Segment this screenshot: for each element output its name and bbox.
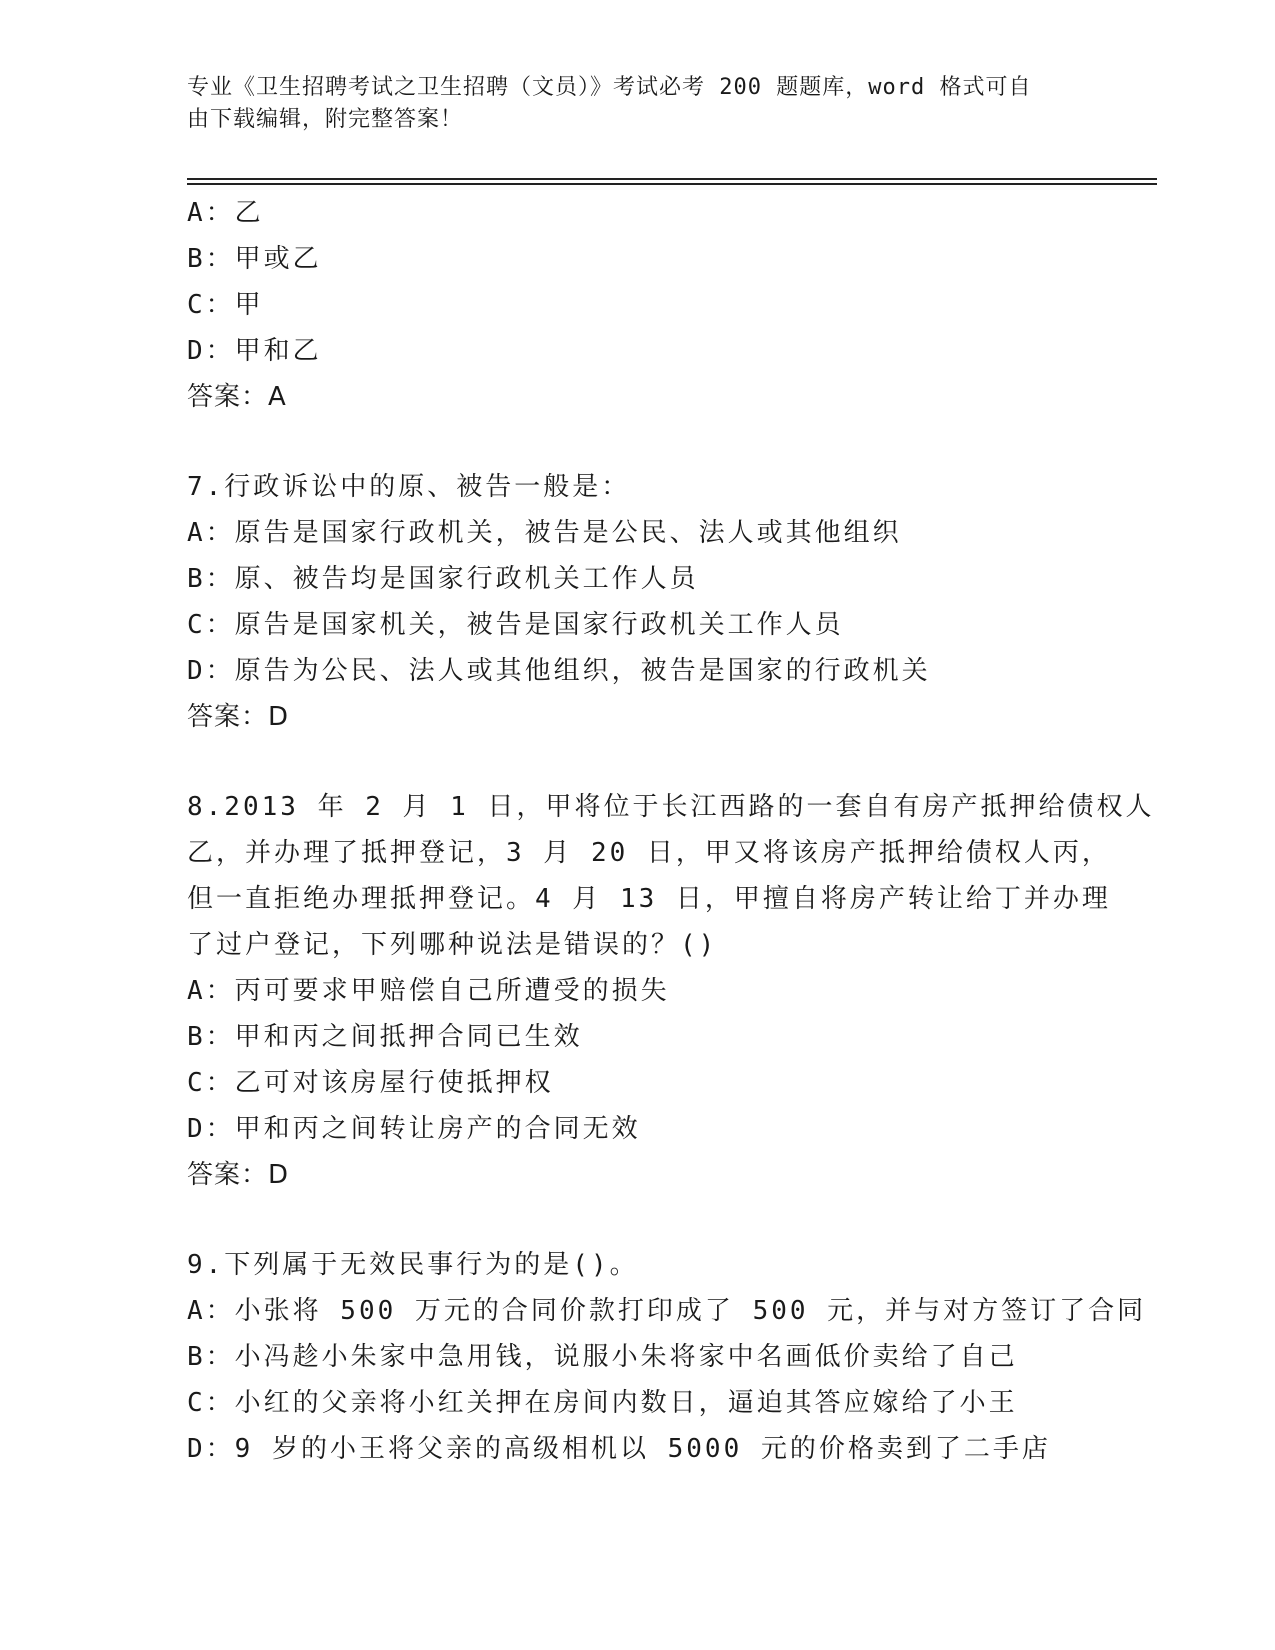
q7-option-c: C：原告是国家机关，被告是国家行政机关工作人员 [187, 610, 844, 640]
document-body [187, 190, 1155, 1472]
q9-option-a: A：小张将 500 万元的合同价款打印成了 500 元，并与对方签订了合同 [187, 1296, 1147, 1326]
header-line-2: 由下载编辑，附完整答案！ [187, 107, 464, 132]
header-divider-bottom [187, 183, 1157, 185]
q8-option-d: D：甲和丙之间转让房产的合同无效 [187, 1114, 641, 1144]
question-7-block [187, 464, 1087, 740]
q6-option-b: B：甲或乙 [187, 244, 322, 274]
spacer [187, 740, 1087, 784]
q8-option-b: B：甲和丙之间抵押合同已生效 [187, 1022, 583, 1052]
q8-stem-line-3: 但一直拒绝办理抵押登记。4 月 13 日，甲擅自将房产转让给丁并办理 [187, 884, 1111, 914]
q9-option-b: B：小冯趁小朱家中急用钱，说服小朱将家中名画低价卖给了自己 [187, 1342, 1018, 1372]
header-line-1: 专业《卫生招聘考试之卫生招聘（文员）》考试必考 200 题题库，word 格式可自 [187, 75, 1032, 100]
document-header [187, 72, 1067, 136]
spacer [187, 1198, 1087, 1242]
question-6-block [187, 190, 1087, 420]
q7-answer: 答案：D [187, 702, 290, 732]
q9-stem: 9.下列属于无效民事行为的是()。 [187, 1250, 639, 1280]
q8-stem-line-2: 乙，并办理了抵押登记，3 月 20 日，甲又将该房产抵押给债权人丙， [187, 838, 1111, 868]
q7-option-a: A：原告是国家行政机关，被告是公民、法人或其他组织 [187, 518, 902, 548]
q6-option-a: A：乙 [187, 198, 264, 228]
q8-option-c: C：乙可对该房屋行使抵押权 [187, 1068, 554, 1098]
q8-option-a: A：丙可要求甲赔偿自己所遭受的损失 [187, 976, 670, 1006]
q9-option-d: D：9 岁的小王将父亲的高级相机以 5000 元的价格卖到了二手店 [187, 1434, 1051, 1464]
q9-option-c: C：小红的父亲将小红关押在房间内数日，逼迫其答应嫁给了小王 [187, 1388, 1018, 1418]
q7-option-d: D：原告为公民、法人或其他组织，被告是国家的行政机关 [187, 656, 931, 686]
question-9-block [187, 1242, 1147, 1472]
q6-option-c: C：甲 [187, 290, 264, 320]
q6-answer: 答案：A [187, 382, 287, 412]
q8-stem-line-1: 8.2013 年 2 月 1 日，甲将位于长江西路的一套自有房产抵押给债权人 [187, 792, 1155, 822]
spacer [187, 420, 1087, 464]
q7-stem: 7.行政诉讼中的原、被告一般是： [187, 472, 631, 502]
q8-answer: 答案：D [187, 1160, 290, 1190]
q6-option-d: D：甲和乙 [187, 336, 322, 366]
q7-option-b: B：原、被告均是国家行政机关工作人员 [187, 564, 699, 594]
q8-stem-line-4: 了过户登记，下列哪种说法是错误的？() [187, 930, 718, 960]
header-divider-top [187, 178, 1157, 180]
question-8-block [187, 784, 1155, 1198]
